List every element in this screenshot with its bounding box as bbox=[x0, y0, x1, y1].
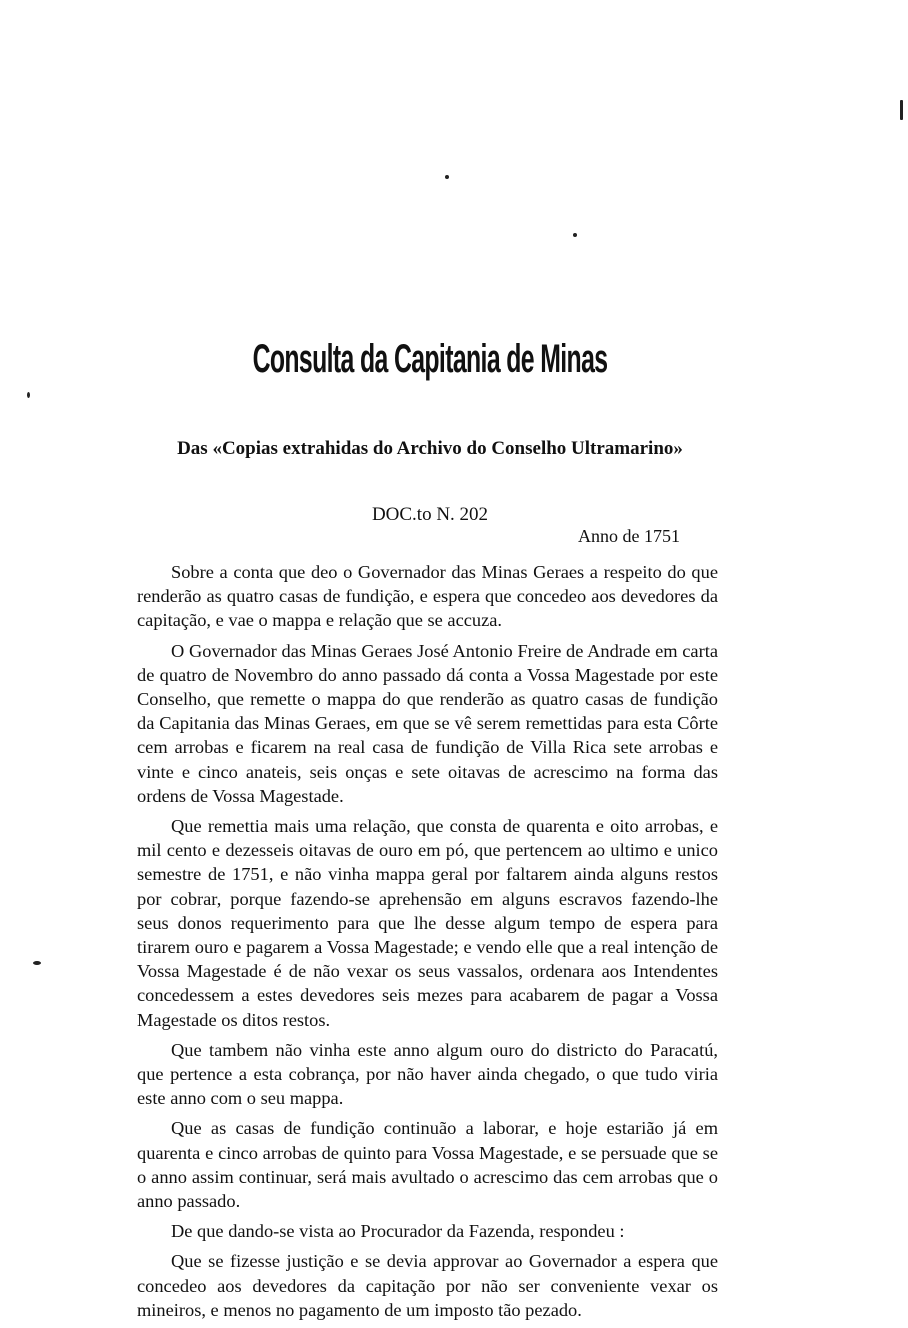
scan-speck bbox=[573, 233, 577, 237]
document-year: Anno de 1751 bbox=[578, 526, 680, 546]
paragraph: Que se fizesse justição e se devia approvar ao Governador a espera que concedeo aos devedores da capitação por não ser conveniente vexar os mineiros, e menos no pagamento de um imposto tão pezado. bbox=[137, 1251, 718, 1320]
paragraph: Que tambem não vinha este anno algum ouro do districto do Paracatú, que pertence a esta cobrança, por não haver ainda chegado, o que tudo viria este anno com o seu mappa. bbox=[137, 1039, 718, 1109]
scan-speck bbox=[900, 100, 903, 120]
scan-speck bbox=[27, 392, 30, 398]
document-number: DOC.to N. 202 bbox=[371, 504, 489, 525]
paragraph: Que remettia mais uma relação, que consta de quarenta e oito arrobas, e mil cento e dezesseis oitavas de ouro em pó, que pertencem ao ultimo e unico semestre de 1751, e não vinha mappa geral por faltarem ainda alguns restos por cobrar, porque fazendo-se aprehensão em alguns escravos fazendo-lhe seus donos requerimento para que lhe desse algum tempo de espera para tirarem ouro e pagarem a Vossa Magestade; e vendo elle que a real intenção de Vossa Magestade é de não vexar os seus vassalos, ordenara aos Intendentes concedessem a estes devedores seis mezes para acabarem de pagar a Vossa Magestade os ditos restos. bbox=[137, 816, 718, 1030]
paragraph-summary: Sobre a conta que deo o Governador das Minas Geraes a respeito do que renderão as quatro casas de fundição, e espera que concedeo aos devedores da capitação, e vae o mappa e relação que se accuza. bbox=[137, 562, 718, 631]
paragraph: De que dando-se vista ao Procurador da Fazenda, respondeu : bbox=[171, 1221, 625, 1242]
paragraph: Que as casas de fundição continuão a laborar, e hoje estarião já em quarenta e cinco arrobas de quinto para Vossa Magestade, e se persuade que se o anno assim continuar, será mais avultado o acrescimo das cem arrobas que o anno passado. bbox=[137, 1118, 718, 1212]
scan-speck bbox=[445, 175, 449, 179]
scan-speck bbox=[33, 961, 41, 965]
document-title: Consulta da Capitania de Minas bbox=[252, 337, 608, 381]
paragraph: O Governador das Minas Geraes José Antonio Freire de Andrade em carta de quatro de Novembro do anno passado dá conta a Vossa Magestade por este Conselho, que remette o mappa do que renderão as quatro casas de fundição da Capitania das Minas Geraes, em que se vê serem remettidas para esta Côrte cem arrobas e ficarem na real casa de fundição de Villa Rica sete arrobas e vinte e cinco anateis, seis onças e sete oitavas de acrescimo na forma das ordens de Vossa Magestade. bbox=[137, 640, 718, 806]
document-subtitle: Das «Copias extrahidas do Archivo do Conselho Ultramarino» bbox=[177, 438, 683, 459]
document-body bbox=[137, 560, 718, 1328]
